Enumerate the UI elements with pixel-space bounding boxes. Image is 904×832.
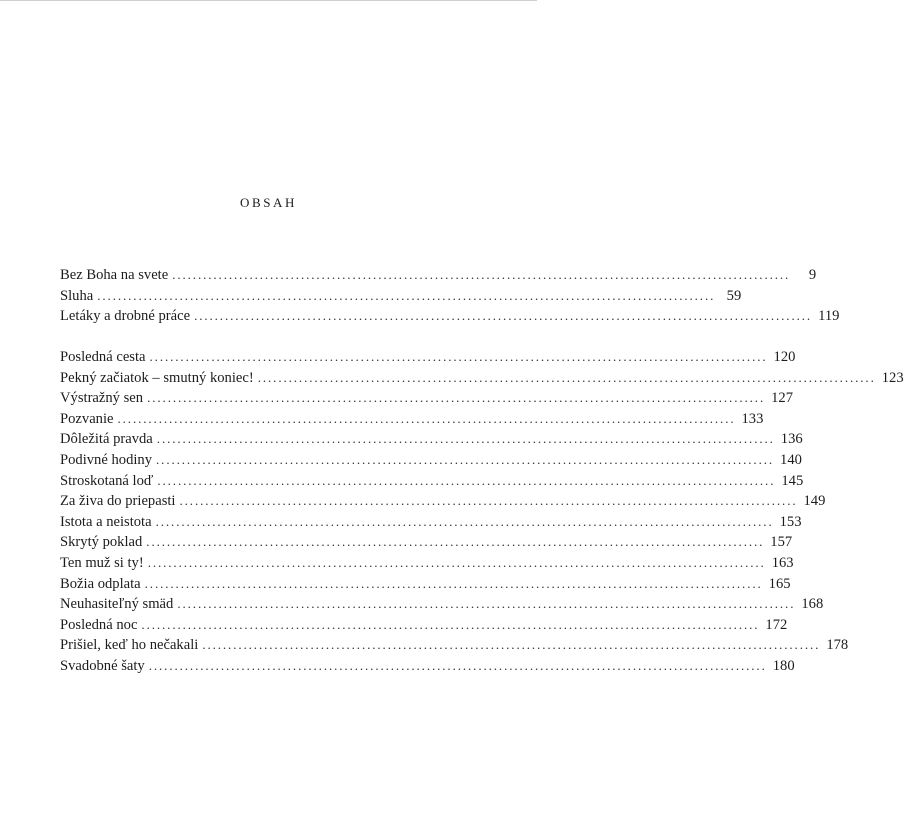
toc-entry-page: 172 (765, 616, 788, 633)
toc-entry (60, 451, 802, 473)
toc-entry-page: 136 (780, 431, 803, 448)
toc-entry (60, 493, 826, 514)
toc-dot-leader: ........................................................................................................................ (97, 287, 716, 303)
toc-dot-leader: ........................................................................................................................ (144, 575, 763, 591)
toc-entry-page: 127 (771, 390, 793, 407)
toc-entry (60, 308, 840, 329)
toc-entry-title: Výstražný sen (60, 390, 144, 407)
toc-entry-page: 163 (771, 554, 794, 571)
toc-group-1 (60, 267, 840, 329)
toc-dot-leader: ........................................................................................................................ (141, 616, 760, 632)
toc-dot-leader: ........................................................................................................................ (202, 637, 821, 653)
toc-dot-leader: ........................................................................................................................ (156, 451, 775, 467)
toc-entry-title: Istota a neistota (60, 513, 152, 530)
toc-entry-title: Stroskotaná loď (60, 472, 154, 489)
toc-dot-leader: ........................................................................................................................ (157, 472, 776, 488)
toc-entry-title: Letáky a drobné práce (60, 308, 191, 325)
toc-entry-page: 165 (768, 575, 791, 592)
toc-entry (60, 390, 793, 411)
page-title: OBSAH (239, 194, 298, 210)
toc-entry-page: 120 (773, 349, 796, 365)
toc-entry-title: Podivné hodiny (60, 451, 153, 468)
toc-entry-page: 145 (781, 472, 804, 489)
toc-dot-leader: ........................................................................................................................ (177, 596, 796, 612)
toc-entry-title: Bez Boha na svete (60, 267, 169, 283)
toc-dot-leader: ........................................................................................................................ (147, 554, 766, 570)
toc-entry-title: Posledná cesta (60, 349, 146, 365)
toc-dot-leader: ........................................................................................................................ (155, 513, 774, 529)
toc-dot-leader: ........................................................................................................................ (147, 390, 766, 406)
toc-entry-title: Neuhasiteľný smäd (60, 596, 174, 613)
toc-entry-title: Božia odplata (60, 575, 141, 592)
toc-entry-page: 119 (818, 308, 840, 325)
toc-entry-page: 149 (803, 493, 826, 510)
toc-entry-page: 168 (801, 596, 824, 613)
toc-entry-page: 178 (826, 637, 849, 654)
toc-dot-leader: ........................................................................................................................ (146, 534, 765, 550)
toc-entry-title: Skrytý poklad (60, 534, 143, 551)
toc-entry-title: Pozvanie (60, 410, 114, 427)
toc-entry (60, 287, 742, 309)
toc-entry (60, 596, 824, 617)
toc-entry-page: 59 (726, 287, 742, 304)
toc-entry (60, 369, 904, 391)
top-edge-line (0, 0, 537, 1)
toc-entry-page: 123 (881, 369, 904, 386)
toc-entry-title: Dôležitá pravda (60, 431, 153, 448)
toc-entry-page: 157 (770, 534, 793, 551)
toc-entry (60, 657, 795, 679)
toc-entry-title: Prišiel, keď ho nečakali (60, 637, 199, 654)
toc-dot-leader: ........................................................................................................................ (179, 493, 798, 509)
toc-entry-title: Ten muž si ty! (60, 554, 144, 571)
toc-dot-leader: ........................................................................................................................ (172, 267, 791, 282)
toc-entry (60, 637, 849, 658)
toc-dot-leader: ........................................................................................................................ (194, 308, 813, 324)
toc-dot-leader: ........................................................................................................................ (257, 369, 876, 385)
toc-entry (60, 513, 802, 535)
toc-dot-leader: ........................................................................................................................ (156, 431, 775, 447)
toc-entry-page: 9 (808, 267, 817, 283)
toc-entry-page: 133 (741, 410, 764, 427)
toc-entry-title: Svadobné šaty (60, 657, 145, 674)
toc-entry (60, 267, 817, 288)
toc-entry (60, 575, 791, 597)
toc-dot-leader: ........................................................................................................................ (117, 410, 736, 426)
toc-entry (60, 410, 764, 432)
toc-entry (60, 554, 794, 576)
toc-entry-title: Sluha (60, 287, 94, 304)
toc-dot-leader: ........................................................................................................................ (148, 657, 767, 673)
toc-entry-page: 153 (779, 513, 802, 530)
toc-entry-title: Za živa do priepasti (60, 493, 176, 510)
toc-entry (60, 349, 796, 370)
toc-entry-title: Posledná noc (60, 616, 138, 633)
toc-entry-page: 180 (772, 657, 795, 674)
toc-entry (60, 616, 788, 638)
toc-entry (60, 472, 804, 494)
toc-dot-leader: ........................................................................................................................ (149, 349, 768, 364)
toc-entry (60, 534, 793, 555)
toc-group-2 (60, 349, 904, 679)
toc-entry-title: Pekný začiatok – smutný koniec! (60, 369, 254, 386)
toc-entry-page: 140 (780, 451, 802, 468)
toc-entry (60, 431, 803, 452)
